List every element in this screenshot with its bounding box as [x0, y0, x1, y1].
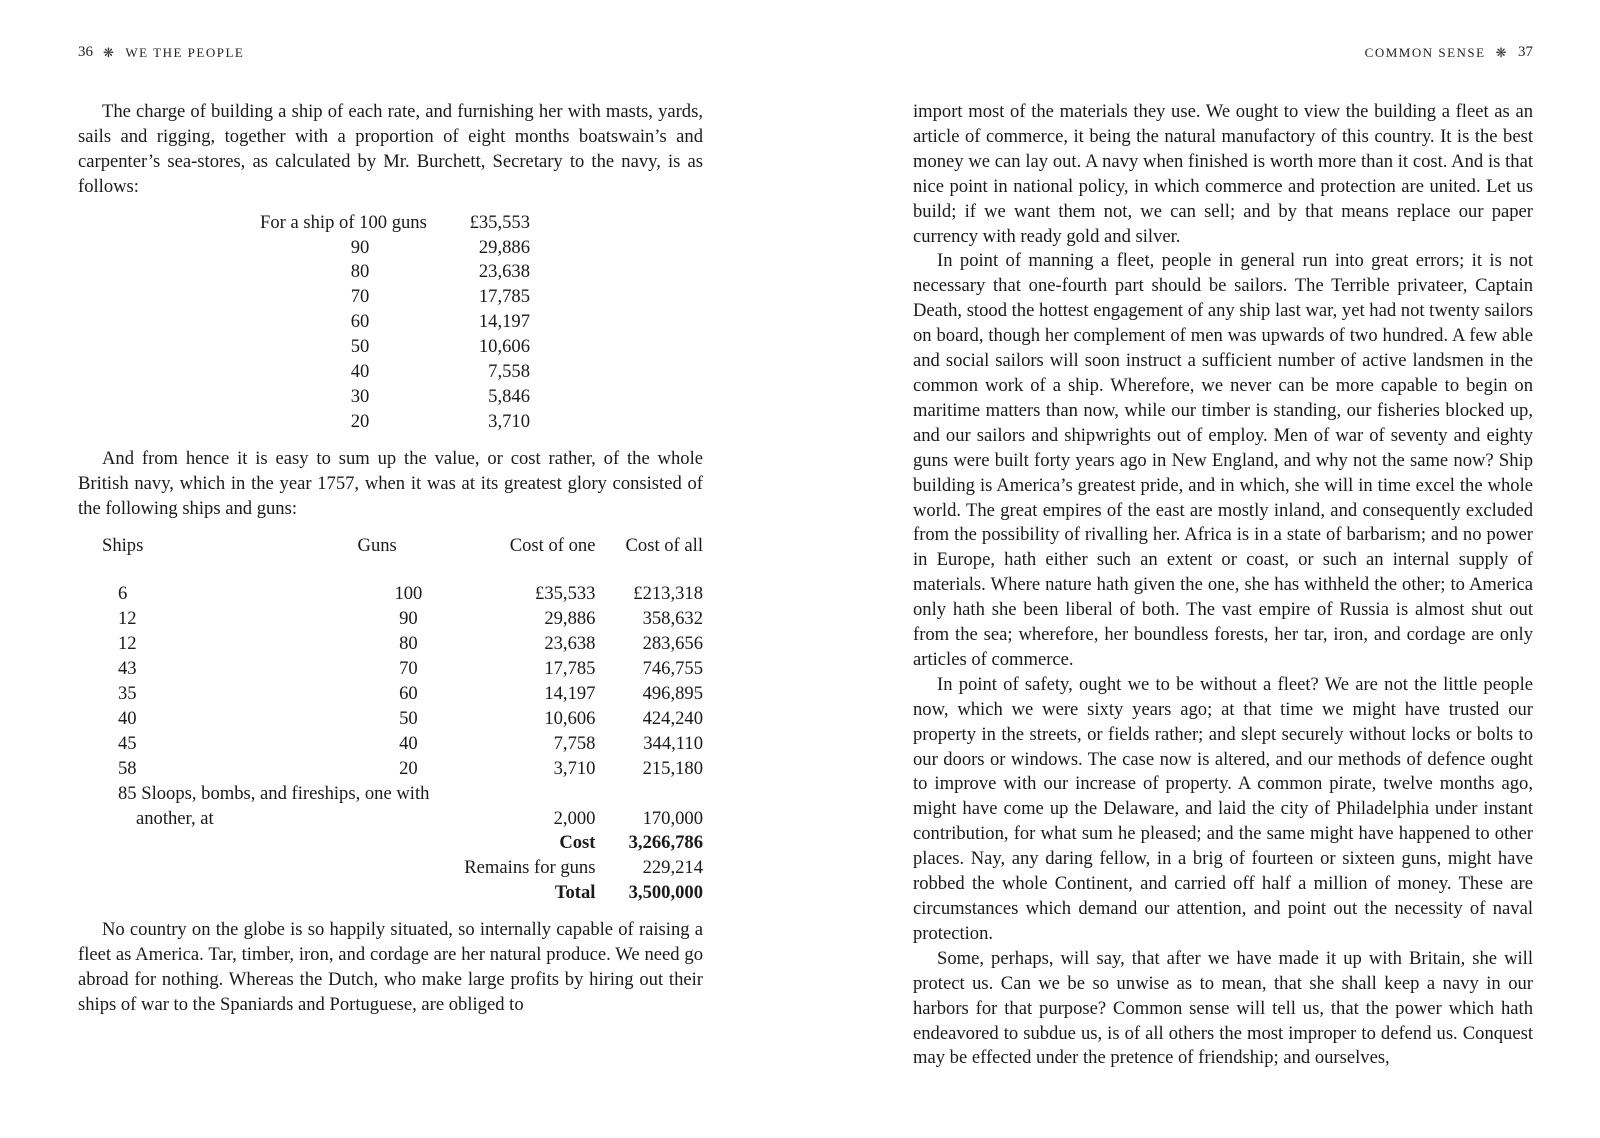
cost-all-cell: 358,632: [642, 608, 703, 630]
fleet-cost-table: [78, 534, 703, 907]
table-row: [260, 385, 530, 410]
cost-all-cell: £213,318: [633, 583, 703, 605]
rate-cost: 7,558: [488, 361, 530, 383]
paragraph: Some, perhaps, will say, that after we have made it up with Britain, she will protect us. Can we be so unwise as to mean, that she shall keep a navy in our harbors for that purpose? Common sense will tell us, that the power which hath endeavored to subdue us, is of all others the most improper to defend us. Conquest may be effected under the pretence of friendship; and ourselves,: [913, 947, 1533, 1069]
cost-one-cell: 29,886: [544, 608, 596, 630]
total-label: Total: [554, 882, 596, 904]
cost-all-cell: 424,240: [642, 707, 703, 729]
paragraph: In point of manning a fleet, people in general run into great errors; it is not necessary that one-fourth part should be sailors. The Terrible privateer, Captain Death, stood the hottest engagement of any ship last war, yet had not twenty sailors on board, though her complement of men was upwards of two hundred. A few able and social sailors will soon instruct a sufficient number of active landsmen in the common work of a ship. Wherefore, we never can be more capable to begin on maritime matters than now, while our timber is standing, our fisheries blocked up, and our sailors and shipwrights out of employ. Men of war of seventy and eighty guns were built forty years ago in New England, and why not the same now? Ship building is America’s greatest pride, and in which, she will in time excel the whole world. The great empires of the east are mostly inland, and consequently excluded from the possibility of rivalling her. Africa is in a state of barbarism; and no power in Europe, hath either such an extent or coast, or such an internal supply of materials. Where nature hath given the one, she has withheld the other; to America only hath she been liberal of both. The vast empire of Russia is almost shut out from the sea; wherefore, her boundless forests, her tar, iron, and cordage are only articles of commerce.: [913, 250, 1533, 670]
cost-all-cell: 283,656: [642, 633, 703, 655]
cost-label: Cost: [559, 832, 596, 854]
ships-cell: 12: [118, 608, 137, 630]
table-row: [78, 831, 703, 856]
cost-one-cell: 14,197: [544, 683, 596, 705]
ships-cell: 58: [118, 757, 137, 779]
table-row: [78, 607, 703, 632]
table-row: [78, 807, 703, 832]
rate-guns: 60: [350, 311, 370, 333]
rate-guns: 80: [350, 261, 370, 283]
column-header-cost-one: Cost of one: [509, 534, 596, 556]
column-header-guns: Guns: [357, 534, 397, 556]
rate-label: For a ship of 100 guns: [260, 211, 427, 233]
rate-cost-table: [260, 211, 530, 435]
table-row: [78, 757, 703, 782]
ships-cell: 45: [118, 732, 137, 754]
guns-cell: 60: [399, 683, 418, 705]
cost-one-cell: 17,785: [544, 658, 596, 680]
guns-cell: 80: [399, 633, 418, 655]
cost-all-cell: 215,180: [642, 757, 703, 779]
cost-one-cell: £35,533: [535, 583, 596, 605]
cost-all-cell: 170,000: [642, 807, 703, 829]
grand-total: 3,500,000: [628, 882, 703, 904]
table-header-row: [78, 534, 703, 583]
right-page: [913, 0, 1533, 1138]
rate-cost: £35,553: [469, 211, 530, 233]
guns-cell: 90: [399, 608, 418, 630]
rate-cost: 14,197: [478, 311, 530, 333]
guns-cell: 100: [394, 583, 423, 605]
paragraph: In point of safety, ought we to be without a fleet? We are not the little people now, which we were sixty years ago; at that time we might have trusted our property in the streets, or fields rather; and slept securely without locks or bolts to our doors or windows. The case now is altered, and our methods of defence ought to improve with our increase of property. A common pirate, twelve months ago, might have come up the Delaware, and laid the city of Philadelphia under instant contribution, for what sum he pleased; and the same might have happened to other places. Nay, any daring fellow, in a brig of fourteen or sixteen guns, might have robbed the whole Continent, and carried off half a million of money. These are circumstances which demand our attention, and point out the necessity of naval protection.: [913, 673, 1533, 944]
table-row: [78, 732, 703, 757]
cost-one-cell: 7,758: [553, 732, 596, 754]
paragraph: No country on the globe is so happily situated, so internally capable of raising a fleet as America. Tar, timber, iron, and cordage are her natural produce. We need go abroad for nothing. Whereas the Dutch, who make large profits by hiring out their ships of war to the Spaniards and Portuguese, are obliged to: [78, 919, 703, 1015]
table-row: [78, 707, 703, 732]
table-row: [260, 285, 530, 310]
table-row: [78, 782, 703, 807]
ships-cell: 40: [118, 707, 137, 729]
rate-cost: 5,846: [488, 385, 530, 407]
left-page: [78, 0, 703, 1138]
table-row: [78, 881, 703, 906]
table-row: [78, 582, 703, 607]
guns-cell: 40: [399, 732, 418, 754]
sloops-label: 85 Sloops, bombs, and fireships, one with: [118, 782, 430, 804]
table-row: [78, 632, 703, 657]
rate-guns: 70: [350, 286, 370, 308]
paragraph: And from hence it is easy to sum up the value, or cost rather, of the whole British navy, which in the year 1757, when it was at its greatest glory consisted of the following ships and guns:: [78, 447, 703, 519]
rate-cost: 29,886: [478, 236, 530, 258]
table-row: [260, 211, 530, 236]
table-row: [260, 360, 530, 385]
right-running-head: [913, 44, 1533, 61]
right-body: [913, 100, 1533, 1071]
rate-guns: 30: [350, 385, 370, 407]
table-row: [78, 657, 703, 682]
ships-cell: 6: [118, 583, 128, 605]
left-running-head: [78, 44, 703, 61]
ships-cell: 35: [118, 683, 137, 705]
table-row: [260, 410, 530, 435]
running-head-title: COMMON SENSE: [1364, 44, 1486, 60]
left-body: [78, 100, 703, 1018]
column-header-ships: Ships: [102, 534, 144, 556]
rate-guns: 50: [350, 336, 370, 358]
rate-guns: 90: [350, 236, 370, 258]
cost-all-cell: 344,110: [643, 732, 703, 754]
rate-cost: 3,710: [488, 410, 530, 432]
remains-value: 229,214: [642, 857, 703, 879]
table-row: [78, 856, 703, 881]
rate-cost: 10,606: [478, 336, 530, 358]
rate-cost: 23,638: [478, 261, 530, 283]
table-row: [260, 236, 530, 261]
guns-cell: 20: [399, 757, 418, 779]
table-row: [260, 310, 530, 335]
table-row: [78, 682, 703, 707]
ornament-icon: ❋: [103, 44, 116, 60]
empty-cell: [595, 782, 703, 807]
paragraph: The charge of building a ship of each rate, and furnishing her with masts, yards, sails and rigging, together with a proportion of eight months boatswain’s and carpenter’s sea-stores, as calculated by Mr. Burchett, Secretary to the navy, is as follows:: [78, 101, 703, 197]
ornament-icon: ❋: [1495, 44, 1508, 60]
cost-all-cell: 746,755: [642, 658, 703, 680]
cost-one-cell: 10,606: [544, 707, 596, 729]
cost-one-cell: 3,710: [553, 757, 596, 779]
guns-cell: 50: [399, 707, 418, 729]
table-row: [260, 335, 530, 360]
page-number: 36: [78, 44, 93, 60]
rate-cost: 17,785: [478, 286, 530, 308]
rate-guns: 20: [350, 410, 370, 432]
guns-cell: 70: [399, 658, 418, 680]
running-head-title: WE THE PEOPLE: [125, 44, 245, 60]
remains-label: Remains for guns: [464, 857, 596, 879]
page-number: 37: [1518, 44, 1533, 60]
rate-guns: 40: [350, 361, 370, 383]
cost-total: 3,266,786: [628, 832, 703, 854]
cost-one-cell: 23,638: [544, 633, 596, 655]
ships-cell: 43: [118, 658, 137, 680]
cost-all-cell: 496,895: [642, 683, 703, 705]
sloops-label-continued: another, at: [136, 807, 214, 829]
cost-one-cell: 2,000: [553, 807, 596, 829]
ships-cell: 12: [118, 633, 137, 655]
table-row: [260, 260, 530, 285]
column-header-cost-all: Cost of all: [625, 534, 703, 556]
paragraph: import most of the materials they use. We ought to view the building a fleet as an article of commerce, it being the natural manufactory of this country. It is the best money we can lay out. A navy when finished is worth more than it cost. And is that nice point in national policy, in which commerce and protection are united. Let us build; if we want them not, we can sell; and by that means replace our paper currency with ready gold and silver.: [913, 101, 1533, 247]
